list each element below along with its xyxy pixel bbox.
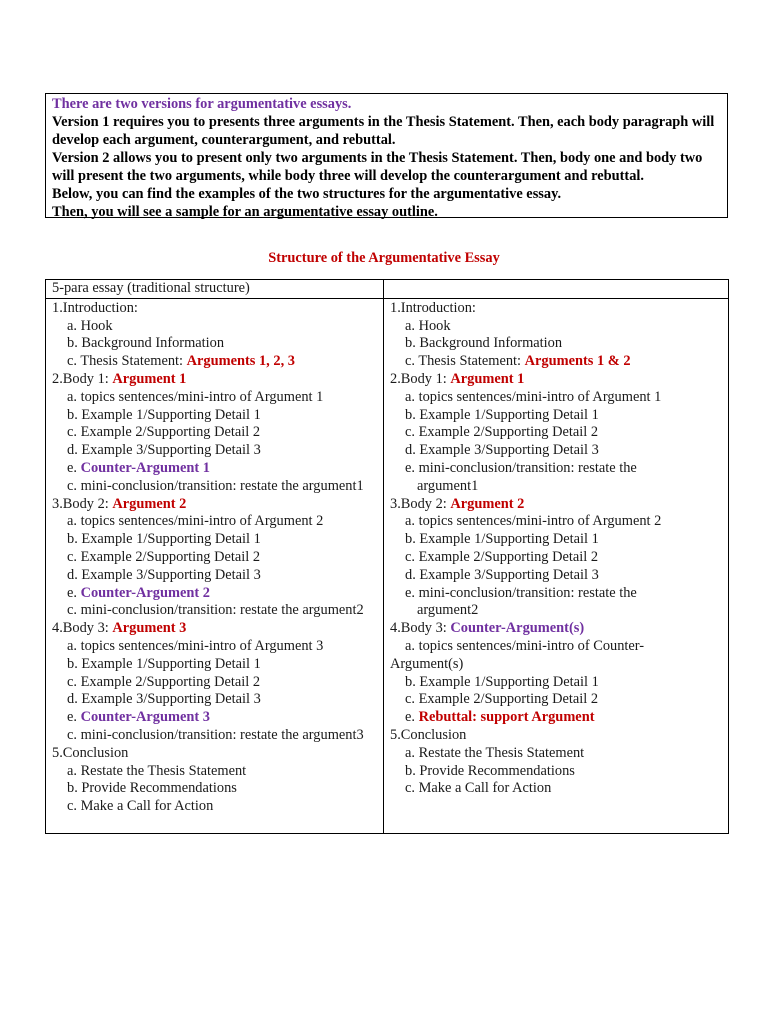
outline-item: c. Example 2/Supporting Detail 2 (405, 424, 599, 441)
header-right (384, 280, 729, 299)
outline-item: e. mini-conclusion/transition: restate the (405, 584, 637, 601)
outline-item: b. Background Information (405, 335, 563, 352)
outline-item: b. Example 1/Supporting Detail 1 (67, 406, 261, 423)
outline-item: a. topics sentences/mini-intro of Argument 1 (67, 388, 324, 405)
outline-heading (390, 620, 722, 638)
outline-item: c. Make a Call for Action (67, 798, 214, 815)
outline-item: b. Provide Recommendations (67, 780, 237, 797)
outline-heading (52, 620, 377, 638)
structure-table (45, 279, 729, 834)
item-prefix: e. (67, 709, 81, 726)
outline-item: b. Example 1/Supporting Detail 1 (67, 531, 261, 548)
outline-item: a. topics sentences/mini-intro of Argument 3 (67, 637, 324, 654)
outline-item: e. mini-conclusion/transition: restate the (405, 459, 637, 476)
highlight-text: Rebuttal: support Argument (418, 709, 595, 726)
item-prefix: 3.Body 2: (390, 495, 451, 512)
outline-item: c. mini-conclusion/transition: restate the argument1 (67, 477, 364, 494)
intro-line-5: Then, you will see a sample for an argumentative essay outline. (52, 204, 438, 220)
outline-item: c. Example 2/Supporting Detail 2 (405, 548, 599, 565)
item-prefix: e. (67, 459, 81, 476)
column-version-1 (46, 298, 384, 833)
table-header-row (46, 280, 729, 299)
outline-item: b. Example 1/Supporting Detail 1 (405, 406, 599, 423)
outline-heading: 5.Conclusion (52, 744, 129, 761)
outline-item: a. Hook (67, 317, 113, 334)
item-prefix: 2.Body 1: (52, 370, 113, 387)
outline-item: a. topics sentences/mini-intro of Argument 1 (405, 388, 662, 405)
highlight-text: Argument 2 (112, 495, 187, 512)
outline-heading: 5.Conclusion (390, 726, 467, 743)
column-version-2 (384, 298, 729, 833)
outline-item (52, 353, 377, 371)
outline-item: d. Example 3/Supporting Detail 3 (67, 442, 261, 459)
outline-heading (52, 371, 377, 389)
outline-item: b. Example 1/Supporting Detail 1 (67, 655, 261, 672)
outline-item (52, 709, 377, 727)
outline-item (390, 709, 722, 727)
highlight-text: Argument 3 (112, 620, 187, 637)
outline-item: c. mini-conclusion/transition: restate the argument2 (67, 602, 364, 619)
outline-item-continued: Argument(s) (390, 655, 464, 672)
outline-item: a. Hook (405, 317, 451, 334)
item-prefix: 2.Body 1: (390, 370, 451, 387)
highlight-text: Arguments 1, 2, 3 (186, 353, 295, 370)
outline-item: b. Example 1/Supporting Detail 1 (405, 531, 599, 548)
outline-item: b. Provide Recommendations (405, 762, 575, 779)
outline-item: c. Make a Call for Action (405, 780, 552, 797)
intro-box (45, 93, 728, 218)
highlight-text: Argument 1 (450, 370, 525, 387)
item-prefix: e. (405, 709, 419, 726)
outline-item: c. Example 2/Supporting Detail 2 (405, 691, 599, 708)
highlight-text: Counter-Argument(s) (450, 620, 585, 637)
outline-item: a. Restate the Thesis Statement (405, 744, 585, 761)
outline-item: a. topics sentences/mini-intro of Counter- (405, 637, 645, 654)
outline-heading (52, 496, 377, 514)
outline-item: c. mini-conclusion/transition: restate the argument3 (67, 726, 364, 743)
header-left: 5-para essay (traditional structure) (46, 280, 384, 299)
highlight-text: Counter-Argument 3 (80, 709, 210, 726)
outline-item: a. Restate the Thesis Statement (67, 762, 247, 779)
outline-item: a. topics sentences/mini-intro of Argument 2 (67, 513, 324, 530)
outline-item-continued: argument1 (417, 477, 479, 494)
highlight-text: Counter-Argument 1 (80, 459, 210, 476)
outline-item: c. Example 2/Supporting Detail 2 (67, 548, 261, 565)
highlight-text: Argument 2 (450, 495, 525, 512)
outline-item (52, 460, 377, 478)
section-title: Structure of the Argumentative Essay (268, 250, 500, 266)
table-row (46, 298, 729, 833)
highlight-text: Argument 1 (112, 370, 187, 387)
item-prefix: 3.Body 2: (52, 495, 113, 512)
item-prefix: 4.Body 3: (390, 620, 451, 637)
outline-item: a. topics sentences/mini-intro of Argument 2 (405, 513, 662, 530)
intro-line-3: Version 2 allows you to present only two arguments in the Thesis Statement. Then, body one and body two will present the two arguments, while body three will develop the counterargument and rebuttal. (52, 150, 703, 184)
outline-item: d. Example 3/Supporting Detail 3 (67, 691, 261, 708)
outline-item-continued: argument2 (417, 602, 479, 619)
intro-line-1: There are two versions for argumentative essays. (52, 96, 352, 112)
outline-heading (390, 371, 722, 389)
outline-item: b. Background Information (67, 335, 225, 352)
outline-item: d. Example 3/Supporting Detail 3 (405, 442, 599, 459)
outline-item: d. Example 3/Supporting Detail 3 (67, 566, 261, 583)
item-prefix: e. (67, 584, 81, 601)
intro-line-2: Version 1 requires you to presents three arguments in the Thesis Statement. Then, each body paragraph will develop each argument, counterargument, and rebuttal. (52, 114, 715, 148)
outline-item: c. Example 2/Supporting Detail 2 (67, 673, 261, 690)
item-prefix: c. Thesis Statement: (67, 353, 187, 370)
outline-item (390, 353, 722, 371)
item-prefix: c. Thesis Statement: (405, 353, 525, 370)
outline-item: c. Example 2/Supporting Detail 2 (67, 424, 261, 441)
highlight-text: Arguments 1 & 2 (524, 353, 631, 370)
outline-item (52, 585, 377, 603)
outline-item: 1.Introduction: (390, 299, 476, 316)
outline-heading (390, 496, 722, 514)
outline-item: d. Example 3/Supporting Detail 3 (405, 566, 599, 583)
intro-line-4: Below, you can find the examples of the two structures for the argumentative essay. (52, 186, 562, 202)
item-prefix: 4.Body 3: (52, 620, 113, 637)
outline-item: 1.Introduction: (52, 299, 138, 316)
highlight-text: Counter-Argument 2 (80, 584, 210, 601)
outline-item: b. Example 1/Supporting Detail 1 (405, 673, 599, 690)
